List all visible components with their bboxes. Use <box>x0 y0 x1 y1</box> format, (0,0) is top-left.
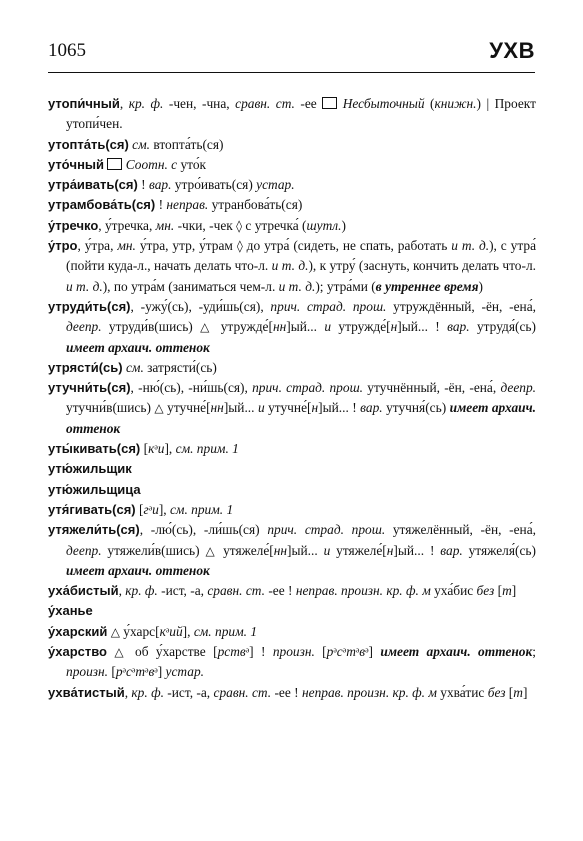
italic-label: н <box>386 542 394 558</box>
entry-text: -ист, -а, <box>163 684 214 700</box>
headword: утруди́ть(ся) <box>48 298 131 314</box>
headword: у́харство <box>48 644 107 660</box>
entry-text: ]ый... ! <box>318 400 361 416</box>
symbol: △ <box>200 320 214 335</box>
italic-label: деепр. <box>500 380 537 396</box>
entry-text: утранбова́ть(ся) <box>208 197 303 213</box>
italic-label: в <box>148 664 155 680</box>
entry-utrambovat <box>48 195 536 215</box>
entry-ukhanye <box>48 601 536 621</box>
entry-text: утрудя́(сь) <box>469 319 536 335</box>
italic-label: и т. д. <box>451 238 490 254</box>
entry-text: ); утра́ми ( <box>315 278 376 294</box>
headword: уто́чный <box>48 156 105 172</box>
entry-utyazhelit <box>48 520 536 581</box>
entry-text: ухва́тис <box>436 684 488 700</box>
italic-label: сравн. ст. <box>213 684 272 700</box>
italic-label: см. прим. 1 <box>175 441 239 457</box>
entry-text: утяжели́в(шись) <box>101 542 206 558</box>
entry-text: ᵊ] ! <box>245 644 273 660</box>
entry-text: -чен, -чна, <box>163 96 236 111</box>
entry-text: -ее ! <box>271 684 302 700</box>
entry-text: , <box>118 583 126 599</box>
entry-utro <box>48 236 536 297</box>
entry-text: ]ый... ! <box>393 542 441 558</box>
entry-text: утружде́[ <box>331 319 391 335</box>
italic-label: т <box>346 644 356 660</box>
box-symbol <box>322 97 337 109</box>
italic-label: деепр. <box>66 542 102 558</box>
italic-label: рств <box>217 644 246 660</box>
entry-utoptat <box>48 135 536 155</box>
headword: утра́ивать(ся) <box>48 177 138 193</box>
entry-text: ), по утра́м (заниматься чем-л. <box>102 278 279 294</box>
italic-label: ий <box>169 623 183 639</box>
entry-text: уха́бис <box>430 583 477 599</box>
italic-label: неправ. произн. кр. ф. м <box>295 583 431 599</box>
box-symbol <box>107 158 122 170</box>
entry-text: ) | Проект утопи́чен. <box>66 96 536 132</box>
italic-label: нн <box>273 542 288 558</box>
headword: утучни́ть(ся) <box>48 380 131 396</box>
entry-text: ) <box>478 278 483 294</box>
entry-text: [ <box>140 441 149 457</box>
entry-text: ]ый... <box>223 400 258 416</box>
entry-text: -ист, -а, <box>157 583 208 599</box>
italic-label: произн. <box>272 644 315 660</box>
italic-label: прич. страд. прош. <box>252 380 364 396</box>
entry-ukhabisty <box>48 581 536 601</box>
italic-label: мн. <box>155 217 175 233</box>
entry-text: , у́тра, <box>77 238 118 254</box>
italic-label: и <box>257 400 265 416</box>
italic-label: Соотн. с <box>125 156 178 172</box>
italic-label: без <box>476 583 495 599</box>
headword: у́тречко <box>48 217 99 233</box>
entry-text: [ <box>314 644 327 660</box>
entry-text: ] <box>511 583 517 599</box>
entry-text: утруди́в(шись) <box>101 319 201 335</box>
symbol: △ <box>205 543 218 558</box>
entry-text: до утра́ (сидеть, не спать, работать <box>242 238 452 254</box>
entry-text: ᵊ <box>154 441 158 457</box>
italic-label: т <box>502 583 512 599</box>
entry-text: , -ужу́(сь), -уди́шь(ся), <box>130 298 271 314</box>
entry-text: утяжелённый, -ён, -ена́, <box>385 522 537 538</box>
italic-label: неправ. произн. кр. ф. м <box>301 684 437 700</box>
italic-label: и <box>152 501 159 517</box>
italic-label: и т. д. <box>271 258 309 274</box>
italic-label: сравн. ст. <box>207 583 265 599</box>
entry-text: ], <box>164 441 176 457</box>
entry-utuchnit <box>48 378 536 439</box>
italic-label: шутл. <box>306 217 342 233</box>
entry-text: ], <box>158 501 170 517</box>
italic-label: и т. д. <box>278 278 316 294</box>
entry-text: -ее ! <box>264 583 296 599</box>
entry-text: у́тра, утр, у́трам <box>135 238 237 254</box>
entry-text: утружде́[ <box>213 319 273 335</box>
header-rule <box>48 72 535 73</box>
italic-label: см. <box>125 359 144 375</box>
headword: утопи́чный <box>48 96 120 111</box>
italic-label: см. прим. 1 <box>169 501 234 517</box>
entry-text: ]ый... <box>286 319 325 335</box>
symbol: ◊ <box>236 218 243 233</box>
entry-utraivat <box>48 175 536 195</box>
italic-label: устар. <box>165 664 204 680</box>
entry-utrechko <box>48 216 536 236</box>
entry-text: уто́к <box>177 156 207 172</box>
entry-text: об у́харстве [ <box>127 644 218 660</box>
entry-text: -чки, -чек <box>174 217 237 233</box>
italic-label: кр. ф. <box>125 583 158 599</box>
entry-text: ᵊ <box>333 644 337 660</box>
headword: утрамбова́ть(ся) <box>48 197 156 213</box>
entry-text: утруждённый, -ён, -ена́, <box>386 298 537 314</box>
headword: утю́жильщик <box>48 461 132 477</box>
symbol: △ <box>114 645 128 660</box>
entry-utykivat <box>48 439 536 459</box>
entry-text: ! <box>137 177 149 193</box>
italic-label: вар. <box>447 319 470 335</box>
entry-text: , -лю́(сь), -ли́шь(ся) <box>139 522 268 538</box>
bold-italic-label: имеет архаич. оттенок <box>380 644 533 660</box>
headword: у́тро <box>48 238 78 254</box>
entry-text: с утречка́ ( <box>242 217 307 233</box>
italic-label: в <box>359 644 366 660</box>
headword: утя́гивать(ся) <box>48 501 136 517</box>
entry-text: ), к утру́ (заснуть, кончить делать что-л. <box>308 258 536 274</box>
page-number: 1065 <box>48 40 86 61</box>
bold-italic-label: в утреннее время <box>375 278 479 294</box>
entry-text: утучне́[ <box>264 400 312 416</box>
entry-utochny <box>48 155 536 175</box>
headword: утю́жильщица <box>48 481 141 497</box>
entry-ukharsky <box>48 622 536 642</box>
entry-utrudit <box>48 297 536 358</box>
headword: утрясти́(сь) <box>48 359 123 375</box>
italic-label: г <box>143 501 149 517</box>
italic-label: без <box>487 684 506 700</box>
italic-label: н <box>311 400 319 416</box>
entry-text: ( <box>424 96 435 111</box>
entry-text: ) <box>341 217 346 233</box>
italic-label: к <box>148 441 155 457</box>
entry-text: ], <box>182 623 194 639</box>
entry-text: ᵊ <box>122 664 126 680</box>
italic-label: кр. ф. <box>131 684 164 700</box>
entry-text: ᵊ <box>165 623 170 639</box>
headword: утопта́ть(ся) <box>48 136 129 152</box>
entry-utyuzhilshchik <box>48 459 536 479</box>
entry-text: затрясти́(сь) <box>143 359 217 375</box>
bold-italic-label: имеет архаич. оттенок <box>66 562 210 578</box>
symbol: △ <box>110 624 120 639</box>
headword: уха́бистый <box>48 583 119 599</box>
italic-label: р <box>115 664 123 680</box>
italic-label: и <box>157 441 165 457</box>
symbol: △ <box>154 401 164 416</box>
italic-label: прич. страд. прош. <box>267 522 386 538</box>
bold-italic-label: имеет архаич. оттенок <box>66 339 210 355</box>
entry-text: утучни́в(шись) <box>66 400 155 416</box>
italic-label: вар. <box>148 177 172 193</box>
entry-text: ] <box>522 684 528 700</box>
italic-label: см. прим. 1 <box>193 623 258 639</box>
italic-label: и <box>323 542 331 558</box>
italic-label: неправ. <box>166 197 209 213</box>
entry-utryastis <box>48 358 536 378</box>
entry-text: ᵊ <box>131 664 136 680</box>
entry-text: ᵊ] <box>365 644 381 660</box>
italic-label: и т. д. <box>66 278 103 294</box>
entry-text: ]ый... ! <box>397 319 448 335</box>
entry-utyagivat <box>48 500 536 520</box>
italic-label: нн <box>210 400 224 416</box>
italic-label: н <box>390 319 398 335</box>
entry-text: у́харс[ <box>119 623 160 639</box>
entry-text: ; <box>532 644 537 660</box>
entry-text: [ <box>505 684 514 700</box>
italic-label: нн <box>272 319 287 335</box>
italic-label: вар. <box>360 400 383 416</box>
italic-label: к <box>159 623 166 639</box>
italic-label: произн. <box>66 664 108 680</box>
entry-text: , <box>119 96 129 111</box>
entry-text: ᵊ <box>355 644 360 660</box>
symbol: ◊ <box>236 239 243 254</box>
entry-text: утучня́(сь) <box>382 400 450 416</box>
page-header <box>48 38 535 68</box>
italic-label: устар. <box>256 177 295 193</box>
entry-text: , -ню́(сь), -ни́шь(ся), <box>130 380 253 396</box>
italic-label: вар. <box>440 542 463 558</box>
entry-text: ), с утра́ (пойти куда-л., начать делать что-л. <box>66 238 537 274</box>
entry-text: -ее <box>294 96 323 111</box>
italic-label: мн. <box>117 238 136 254</box>
italic-label: кр. ф. <box>128 96 164 111</box>
headword: у́харский <box>48 623 108 639</box>
italic-label: с <box>125 664 132 680</box>
entry-text: ᵊ <box>148 501 153 517</box>
italic-label: прич. страд. прош. <box>270 298 387 314</box>
italic-label: см. <box>132 136 151 152</box>
italic-label: т <box>513 684 523 700</box>
bold-italic-label: имеет архаич. оттенок <box>66 400 536 436</box>
entry-text: втопта́ть(ся) <box>150 136 224 152</box>
italic-label: т <box>135 664 146 680</box>
entry-text: , у́тречка, <box>98 217 156 233</box>
entry-text: утучне́[ <box>163 400 211 416</box>
entry-text: утяжеле́[ <box>217 542 274 558</box>
entry-text: ᵊ] <box>154 664 166 680</box>
headword: утяжели́ть(ся) <box>48 522 140 538</box>
italic-label: Несбыточный <box>342 96 425 111</box>
italic-label: р <box>326 644 334 660</box>
entry-text: ]ый... <box>287 542 324 558</box>
entry-ukhvatisty <box>48 683 536 703</box>
entry-text: , <box>124 684 132 700</box>
italic-label: сравн. ст. <box>235 96 295 111</box>
headword: ухва́тистый <box>48 684 125 700</box>
entry-text: утяжеле́[ <box>330 542 387 558</box>
entry-ukharstvo <box>48 642 536 683</box>
running-head: УХВ <box>489 38 535 63</box>
headword: уты́кивать(ся) <box>48 441 141 457</box>
entry-text: утучнённый, -ён, -ена́, <box>363 380 501 396</box>
entry-text: [ <box>494 583 503 599</box>
entry-text: утяжеля́(сь) <box>462 542 536 558</box>
entry-utopichny <box>48 94 536 135</box>
italic-label: и <box>324 319 332 335</box>
italic-label: с <box>336 644 343 660</box>
italic-label: книжн. <box>434 96 477 111</box>
entry-text: утро́ивать(ся) <box>171 177 257 193</box>
entry-text: ! <box>155 197 167 213</box>
italic-label: деепр. <box>66 319 102 335</box>
entry-text: ᵊ <box>342 644 347 660</box>
entry-text: ᵊ <box>145 664 149 680</box>
dictionary-entries <box>48 94 536 703</box>
entry-text: [ <box>108 664 116 680</box>
entry-text: [ <box>135 501 144 517</box>
headword: у́ханье <box>48 603 93 619</box>
entry-utyuzhilshchitsa <box>48 480 536 500</box>
